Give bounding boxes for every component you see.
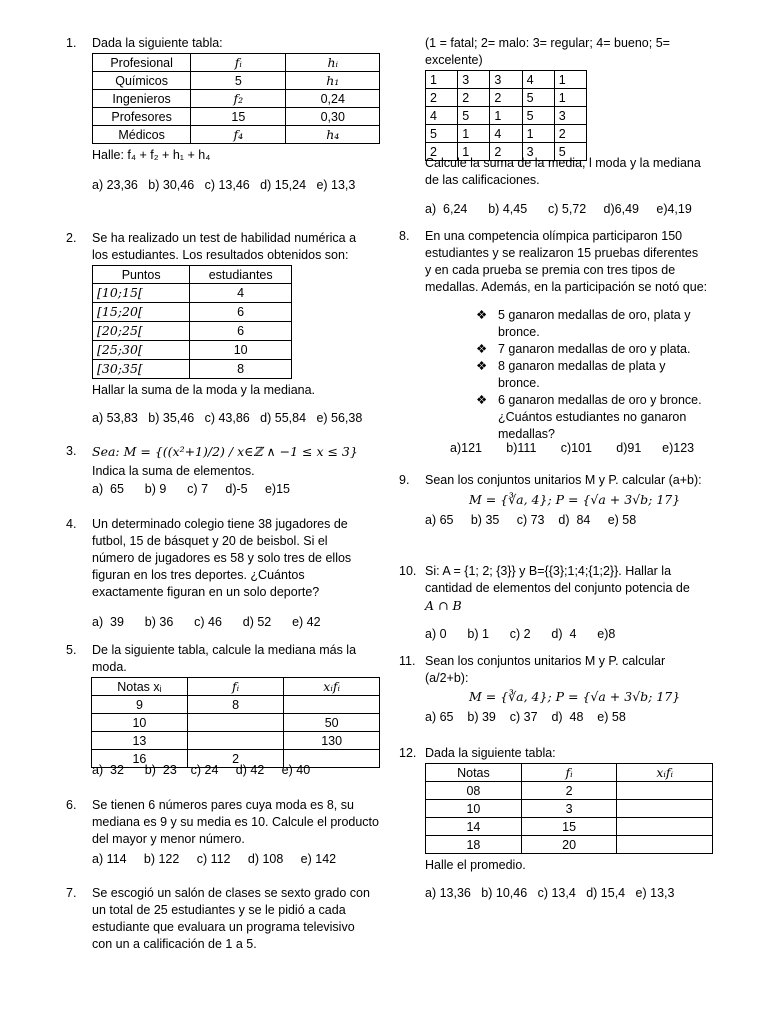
table-cell: 6 [190,322,292,341]
table-cell: 50 [284,714,380,732]
table-cell: 4 [190,284,292,303]
question-line: moda. [92,660,127,674]
table-cell: Químicos [93,72,191,90]
question-line: figuran en los tres deportes. ¿Cuántos [92,568,305,582]
diamond-bullet-icon: ❖ [476,342,488,356]
table-cell: 5 [554,143,586,161]
question-line: con un a calificación de 1 a 5. [92,937,257,951]
question-number: 1. [66,36,77,50]
question-7 [66,885,386,965]
table-cell [617,800,713,818]
table-cell: 2 [187,750,283,768]
question-line: (a/2+b): [425,671,469,685]
question-line: medallas. Además, en la participación se notó que: [425,280,708,294]
question-5 [66,642,386,782]
question-line: estudiante que evaluara un programa televisivo [92,920,355,934]
profession-table [92,53,380,144]
answer-options: a) 23,36 b) 30,46 c) 13,46 d) 15,24 e) 13,3 [92,178,356,192]
answer-options: a) 32 b) 23 c) 24 d) 42 e) 40 [92,763,311,777]
table-cell: 2 [490,89,522,107]
question-number: 12. [399,746,417,760]
table-cell: 10 [190,341,292,360]
table-row [92,732,380,750]
table-row [93,322,292,341]
question-line: De la siguiente tabla, calcule la mediana más la [92,643,357,657]
table-cell: 16 [92,750,188,768]
question-8 [399,228,719,458]
table-cell: [20;25[ [93,322,190,341]
table-cell: 14 [426,818,522,836]
bullet-line: 6 ganaron medallas de oro y bronce. [498,393,702,407]
list-item [476,307,714,341]
scale-line: (1 = fatal; 2= malo: 3= regular; 4= bueno; 5= [425,36,670,50]
set-formula: M = {∛a, 4}; P = {√a + 3√b; 17} [469,689,681,704]
table-cell: 1 [426,71,458,89]
table-row [426,836,713,854]
table-row [93,341,292,360]
halle-expression: Halle: f₄ + f₂ + h₁ + h₄ [92,148,211,162]
question-number: 10. [399,564,417,578]
table-row [426,107,587,125]
question-prompt: Halle el promedio. [425,858,526,872]
question-line: y en cada prueba se premia con tres tipos de [425,263,676,277]
question-line: futbol, 15 de básquet y 20 de beisbol. Si el [92,534,328,548]
table-cell: 5 [426,125,458,143]
question-text [425,563,713,614]
table-cell: 1 [490,107,522,125]
table-cell: [25;30[ [93,341,190,360]
header-cell: Puntos [93,266,190,284]
question-line: exactamente figuran en un solo deporte? [92,585,320,599]
table-cell [284,696,380,714]
question-line: Un determinado colegio tiene 38 jugadores de [92,517,348,531]
question-text [92,516,384,601]
table-cell: 3 [490,71,522,89]
question-1 [66,35,396,195]
table-cell: 0,24 [286,90,380,108]
table-cell: Ingenieros [93,90,191,108]
table-row [426,800,713,818]
question-line: ¿Cuántos estudiantes no ganaron [498,410,687,424]
answer-options: a) 65 b) 9 c) 7 d)-5 e)15 [92,482,290,496]
question-prompt [476,409,714,443]
grades-table [91,677,380,768]
question-line: número de jugadores es 58 y solo tres de ellos [92,551,352,565]
table-cell: Profesores [93,108,191,126]
table-row [93,126,380,144]
bullet-list [476,307,714,443]
table-row [93,303,292,322]
header-cell: Notas [426,764,522,782]
table-cell: 2 [490,143,522,161]
question-line: Sean los conjuntos unitarios M y P. calcular [425,654,666,668]
question-number: 11. [399,654,416,668]
table-cell [617,782,713,800]
table-cell [617,836,713,854]
set-formula: M = {∛a, 4}; P = {√a + 3√b; 17} [469,492,681,507]
table-cell: 15 [521,818,617,836]
table-cell: 8 [190,360,292,379]
question-prompt [425,155,701,189]
question-line: Se escogió un salón de clases se sexto grado con [92,886,370,900]
points-table [92,265,292,379]
question-line: un total de 25 estudiantes y se le pidió a cada [92,903,346,917]
question-number: 9. [399,473,410,487]
header-cell: xᵢfᵢ [617,764,713,782]
table-cell: 0,30 [286,108,380,126]
bullet-line: 7 ganaron medallas de oro y plata. [498,342,691,356]
question-number: 5. [66,643,77,657]
table-cell: 8 [187,696,283,714]
scale-line: excelente) [425,53,483,67]
table-row [93,108,380,126]
table-row [426,125,587,143]
header-cell: fᵢ [191,54,286,72]
table-row [426,818,713,836]
table-row [426,89,587,107]
answer-options: a) 39 b) 36 c) 46 d) 52 e) 42 [92,615,321,629]
header-cell: estudiantes [190,266,292,284]
question-text [425,228,713,296]
answer-options: a) 6,24 b) 4,45 c) 5,72 d)6,49 e)4,19 [425,202,692,216]
question-line: cantidad de elementos del conjunto potencia de [425,581,690,595]
table-row [426,782,713,800]
table-cell: 3 [458,71,490,89]
grades-table [425,763,713,854]
question-prompt: Hallar la suma de la moda y la mediana. [92,383,316,397]
question-text [425,653,713,687]
table-cell: 2 [426,143,458,161]
question-line: Se tienen 6 números pares cuya moda es 8, su [92,798,354,812]
question-line: Si: A = {1; 2; {3}} y B={{3};1;4;{1;2}}. Hallar la [425,564,672,578]
table-header-row [93,54,380,72]
table-cell: Médicos [93,126,191,144]
question-2 [66,230,386,430]
table-cell: 15 [191,108,286,126]
table-cell: 13 [92,732,188,750]
table-cell [187,714,283,732]
question-line: Calcule la suma de la media, l moda y la mediana [425,156,701,170]
table-cell: 20 [521,836,617,854]
question-text [92,642,384,676]
table-cell: 2 [458,89,490,107]
table-cell: 1 [522,125,554,143]
table-cell: 5 [522,107,554,125]
table-header-row [426,764,713,782]
question-line: En una competencia olímpica participaron 150 [425,229,683,243]
table-header-row [92,678,380,696]
table-header-row [93,266,292,284]
question-prompt: Sean los conjuntos unitarios M y P. calcular (a+b): [425,473,702,487]
question-7-continued [425,35,725,220]
question-intro: Dada la siguiente tabla: [92,36,223,50]
table-cell: 2 [521,782,617,800]
question-line: A ∩ B [425,598,462,613]
table-cell: 1 [554,89,586,107]
table-cell: 6 [190,303,292,322]
question-4 [66,516,386,636]
table-row [426,71,587,89]
question-number: 3. [66,444,77,458]
table-cell: 5 [458,107,490,125]
answer-options: a) 13,36 b) 10,46 c) 13,4 d) 15,4 e) 13,3 [425,886,675,900]
diamond-bullet-icon: ❖ [476,359,488,373]
header-cell: Profesional [93,54,191,72]
header-cell: xᵢfᵢ [284,678,380,696]
table-cell: 3 [521,800,617,818]
table-cell: 4 [522,71,554,89]
table-row [93,360,292,379]
table-cell: [15;20[ [93,303,190,322]
table-cell: 2 [554,125,586,143]
table-row [93,72,380,90]
question-9 [399,472,719,532]
table-row [93,90,380,108]
answer-options: a) 53,83 b) 35,46 c) 43,86 d) 55,84 e) 56,38 [92,411,363,425]
question-10 [399,563,719,643]
answer-options: a) 0 b) 1 c) 2 d) 4 e)8 [425,627,616,641]
bullet-line: 5 ganaron medallas de oro, plata y [498,308,691,322]
question-line: de las calificaciones. [425,173,540,187]
diamond-bullet-icon: ❖ [476,393,488,407]
question-number: 7. [66,886,77,900]
header-cell: hᵢ [286,54,380,72]
table-cell: 10 [92,714,188,732]
table-cell: h₄ [286,126,380,144]
table-cell: 3 [554,107,586,125]
table-cell: 3 [522,143,554,161]
answer-options: a)121 b)111 c)101 d)91 e)123 [450,441,695,455]
header-cell: fᵢ [521,764,617,782]
question-11 [399,653,719,733]
table-cell: f₂ [191,90,286,108]
question-prompt: Indica la suma de elementos. [92,464,255,478]
question-line: medallas? [498,427,555,441]
diamond-bullet-icon: ❖ [476,308,488,322]
table-cell: 130 [284,732,380,750]
question-line: del mayor y menor número. [92,832,245,846]
table-cell: 5 [522,89,554,107]
list-item [476,341,714,358]
question-line: mediana es 9 y su media es 10. Calcule el producto [92,815,379,829]
question-text [92,797,384,848]
table-cell: 18 [426,836,522,854]
table-cell: 2 [426,89,458,107]
list-item [476,358,714,392]
answer-options: a) 65 b) 35 c) 73 d) 84 e) 58 [425,513,637,527]
table-cell: 1 [458,125,490,143]
table-cell [187,732,283,750]
bullet-line: 8 ganaron medallas de plata y [498,359,666,373]
set-definition: Sea: M = {((x²+1)/2) / x∈ℤ ∧ −1 ≤ x ≤ 3} [92,444,358,459]
ratings-grid [425,70,587,161]
question-text [92,230,384,264]
table-cell: h₁ [286,72,380,90]
question-6 [66,797,386,877]
table-row [93,284,292,303]
table-cell: 9 [92,696,188,714]
question-number: 2. [66,231,77,245]
question-number: 6. [66,798,77,812]
answer-options: a) 114 b) 122 c) 112 d) 108 e) 142 [92,852,337,866]
table-cell: 1 [554,71,586,89]
list-item [476,392,714,409]
answer-options: a) 65 b) 39 c) 37 d) 48 e) 58 [425,710,626,724]
table-cell: [30;35[ [93,360,190,379]
bullet-line: bronce. [498,376,540,390]
question-text [92,885,384,953]
table-row [92,714,380,732]
question-3 [66,441,386,501]
bullet-line: bronce. [498,325,540,339]
question-line: los estudiantes. Los resultados obtenidos son: [92,248,349,262]
header-cell: Notas xᵢ [92,678,188,696]
header-cell: fᵢ [187,678,283,696]
question-number: 4. [66,517,77,531]
question-12 [399,745,719,905]
table-cell: 5 [191,72,286,90]
table-cell: 10 [426,800,522,818]
table-cell: f₄ [191,126,286,144]
question-number: 8. [399,229,410,243]
table-row [92,696,380,714]
table-cell: [10;15[ [93,284,190,303]
table-cell: 4 [490,125,522,143]
question-intro: Dada la siguiente tabla: [425,746,556,760]
table-cell: 1 [458,143,490,161]
question-line: Se ha realizado un test de habilidad numérica a [92,231,357,245]
table-cell: 4 [426,107,458,125]
table-cell: 08 [426,782,522,800]
table-cell [617,818,713,836]
question-line: estudiantes y se realizaron 15 pruebas diferentes [425,246,699,260]
